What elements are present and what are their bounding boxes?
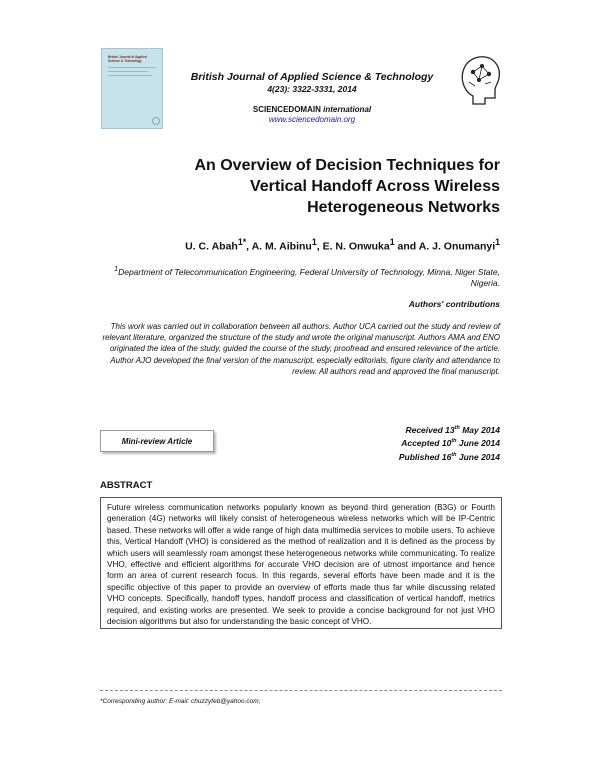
publisher-url[interactable]: www.sciencedomain.org	[268, 115, 356, 124]
cover-emblem-icon	[152, 117, 160, 125]
abstract-text: Future wireless communication networks popularly known as beyond third generation (B3G) or Fourth generation (4G) networks will likely consist of heterogeneous wireless networks which will be IP-Centric based. These networks will offer a wide range of high data multimedia services to mobile users. To achieve this, Vertical Handoff (VHO) is considered as the method of realization and it is defined as the process by which users will seamlessly roam amongst these heterogeneous networks while communicating. To realize VHO, effective and efficient algorithms for accurate VHO decision are of utmost importance and hence form an area of current research focus. In this regards, several efforts have been made and it is the specific objective of this paper to provide an overview of efforts made thus far while discussing related VHO concepts. Specifically, handoff types, handoff process and classification of vertical handoff, metrics required, and existing works are presented. We seek to provide a concise background for not just VHO decision algorithms but also for understanding the basic concept of VHO.	[107, 503, 495, 627]
cover-line	[108, 67, 156, 68]
author-affiliation-mark: 1	[495, 237, 500, 247]
contributions-text: This work was carried out in collaboration between all authors. Author UCA carried out the study and review of relevant literature, organized the structure of the study and wrote the original manuscript. Authors AMA and ENO originated the idea of the study, guided the course of the study, proofread and ensured relevance of the article. Author AJO developed the final version of the manuscript, especially editorials, figure clarity and attendance to review. All authors read and approved the final manuscript.	[102, 322, 500, 376]
publisher-logo-icon	[455, 52, 505, 108]
journal-header	[162, 71, 462, 95]
affiliation-mark: 1	[114, 265, 119, 273]
journal-cover-thumbnail	[101, 48, 163, 129]
footnote-divider	[100, 690, 502, 691]
title-line: An Overview of Decision Techniques for	[194, 157, 500, 174]
publisher-block	[162, 105, 462, 125]
article-title	[80, 155, 500, 218]
author-separator: ,	[316, 240, 323, 253]
cover-line	[108, 71, 148, 72]
contributions-heading: Authors' contributions	[408, 299, 500, 309]
author-separator: and	[394, 240, 419, 253]
cover-title: British Journal of Applied Science & Technology	[108, 55, 147, 63]
abstract-heading: ABSTRACT	[100, 480, 153, 491]
author-separator: ,	[246, 240, 252, 253]
article-type-badge: Mini-review Article	[100, 430, 214, 452]
received-date: Received 13th May 2014	[405, 424, 500, 435]
publication-dates	[260, 423, 500, 463]
journal-name: British Journal of Applied Science & Technology	[190, 71, 434, 83]
publisher-name: SCIENCEDOMAIN international	[252, 105, 372, 114]
affiliation-text: Department of Telecommunication Engineering, Federal University of Technology, Minna, Niger State, Nigeria.	[118, 266, 500, 288]
author-name: A. M. Aibinu	[251, 240, 312, 253]
title-line: Vertical Handoff Across Wireless	[249, 178, 500, 195]
title-line: Heterogeneous Networks	[307, 199, 500, 216]
cover-line	[108, 75, 152, 76]
journal-volume: 4(23): 3322-3331, 2014	[267, 84, 357, 94]
author-affiliation-mark: 1*	[237, 237, 247, 247]
corresponding-author-footnote: *Corresponding author: E-mail: chuzzyfeb@yahoo.com;	[100, 698, 261, 705]
accepted-date: Accepted 10th June 2014	[401, 438, 500, 449]
published-date: Published 16th June 2014	[398, 451, 500, 462]
author-affiliation-mark: 1	[389, 237, 395, 247]
author-name: U. C. Abah	[185, 240, 238, 253]
abstract-box	[100, 497, 502, 629]
author-affiliation	[100, 264, 500, 289]
author-name: E. N. Onwuka	[322, 240, 390, 253]
author-list	[80, 236, 500, 254]
author-name: A. J. Onumanyi	[418, 240, 496, 253]
author-affiliation-mark: 1	[311, 237, 317, 247]
